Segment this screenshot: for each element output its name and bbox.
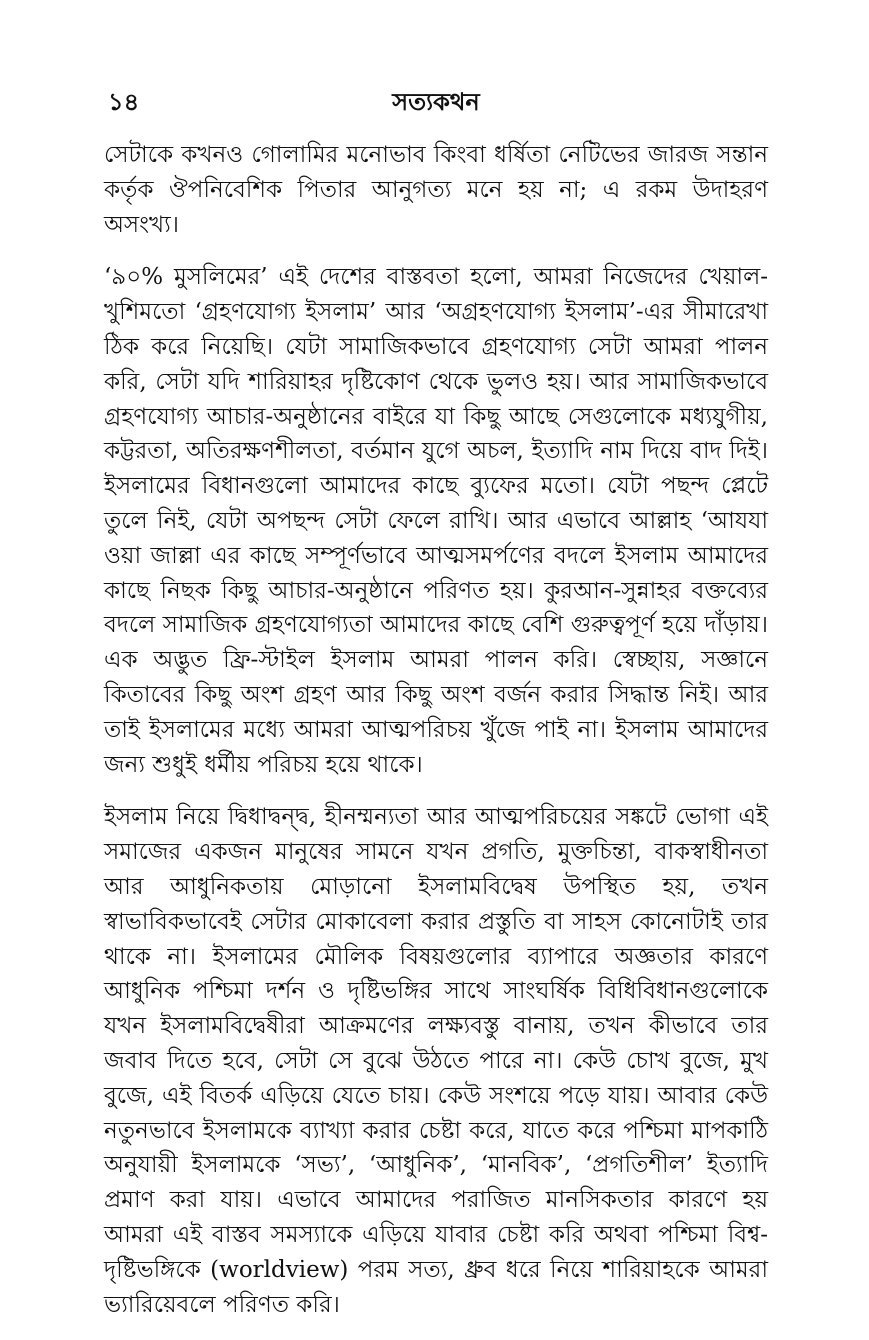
book-page bbox=[104, 82, 768, 1340]
page-number: ১৪ bbox=[108, 87, 140, 116]
body-text bbox=[104, 138, 768, 1322]
paragraph-2: ‘৯০% মুসলিমের’ এই দেশের বাস্তবতা হলো, আমরা নিজেদের খেয়াল-খুশিমতো ‘গ্রহণযোগ্য ইসলাম’ আর ‘অগ্রহণযোগ্য ইসলাম’-এর সীমারেখা ঠিক করে নিয়েছি। যেটা সামাজিকভাবে গ্রহণযোগ্য সেটা আমরা পালন করি, সেটা যদি শারিয়াহর দৃষ্টিকোণ থেকে ভুলও হয়। আর সামাজিকভাবে গ্রহণযোগ্য আচার-অনুষ্ঠানের বাইরে যা কিছু আছে সেগুলোকে মধ্যযুগীয়, কট্টরতা, অতিরক্ষণশীলতা, বর্তমান যুগে অচল, ইত্যাদি নাম দিয়ে বাদ দিই। ইসলামের বিধানগুলো আমাদের কাছে ব্যুফের মতো। যেটা পছন্দ প্লেটে তুলে নিই, যেটা অপছন্দ সেটা ফেলে রাখি। আর এভাবে আল্লাহ ‘আযযা ওয়া জাল্লা এর কাছে সম্পূর্ণভাবে আত্মসমর্পণের বদলে ইসলাম আমাদের কাছে নিছক কিছু আচার-অনুষ্ঠানে পরিণত হয়। কুরআন-সুন্নাহর বক্তব্যের বদলে সামাজিক গ্রহণযোগ্যতা আমাদের কাছে বেশি গুরুত্বপূর্ণ হয়ে দাঁড়ায়। এক অদ্ভুত ফ্রি-স্টাইল ইসলাম আমরা পালন করি। স্বেচ্ছায়, সজ্ঞানে কিতাবের কিছু অংশ গ্রহণ আর কিছু অংশ বর্জন করার সিদ্ধান্ত নিই। আর তাই ইসলামের মধ্যে আমরা আত্মপরিচয় খুঁজে পাই না। ইসলাম আমাদের জন্য শুধুই ধর্মীয় পরিচয় হয়ে থাকে। bbox=[104, 264, 768, 778]
paragraph-1: সেটাকে কখনও গোলামির মনোভাব কিংবা ধর্ষিতা নেটিভের জারজ সন্তান কর্তৃক ঔপনিবেশিক পিতার আনুগত্য মনে হয় না; এ রকম উদাহরণ অসংখ্য। bbox=[104, 142, 768, 238]
paragraph-3: ইসলাম নিয়ে দ্বিধাদ্বন্দ্ব, হীনম্মন্যতা আর আত্মপরিচয়ের সঙ্কটে ভোগা এই সমাজের একজন মানুষের সামনে যখন প্রগতি, মুক্তচিন্তা, বাকস্বাধীনতা আর আধুনিকতায় মোড়ানো ইসলামবিদ্বেষ উপস্থিত হয়, তখন স্বাভাবিকভাবেই সেটার মোকাবেলা করার প্রস্তুতি বা সাহস কোনোটাই তার থাকে না। ইসলামের মৌলিক বিষয়গুলোর ব্যাপারে অজ্ঞতার কারণে আধুনিক পশ্চিমা দর্শন ও দৃষ্টিভঙ্গির সাথে সাংঘর্ষিক বিধিবিধানগুলোকে যখন ইসলামবিদ্বেষীরা আক্রমণের লক্ষ্যবস্তু বানায়, তখন কীভাবে তার জবাব দিতে হবে, সেটা সে বুঝে উঠতে পারে না। কেউ চোখ বুজে, মুখ বুজে, এই বিতর্ক এড়িয়ে যেতে চায়। কেউ সংশয়ে পড়ে যায়। আবার কেউ নতুনভাবে ইসলামকে ব্যাখ্যা করার চেষ্টা করে, যাতে করে পশ্চিমা মাপকাঠি অনুযায়ী ইসলামকে ‘সভ্য’, ‘আধুনিক’, ‘মানবিক’, ‘প্রগতিশীল’ ইত্যাদি প্রমাণ করা যায়। এভাবে আমাদের পরাজিত মানসিকতার কারণে হয় আমরা এই বাস্তব সমস্যাকে এড়িয়ে যাবার চেষ্টা করি অথবা পশ্চিমা বিশ্ব-দৃষ্টিভঙ্গিকে (worldview) পরম সত্য, ধ্রুব ধরে নিয়ে শারিয়াহকে আমরা ভ্যারিয়েবলে পরিণত করি। bbox=[104, 804, 768, 1318]
page-header bbox=[104, 82, 768, 126]
running-title: সত্যকথন bbox=[392, 87, 480, 116]
